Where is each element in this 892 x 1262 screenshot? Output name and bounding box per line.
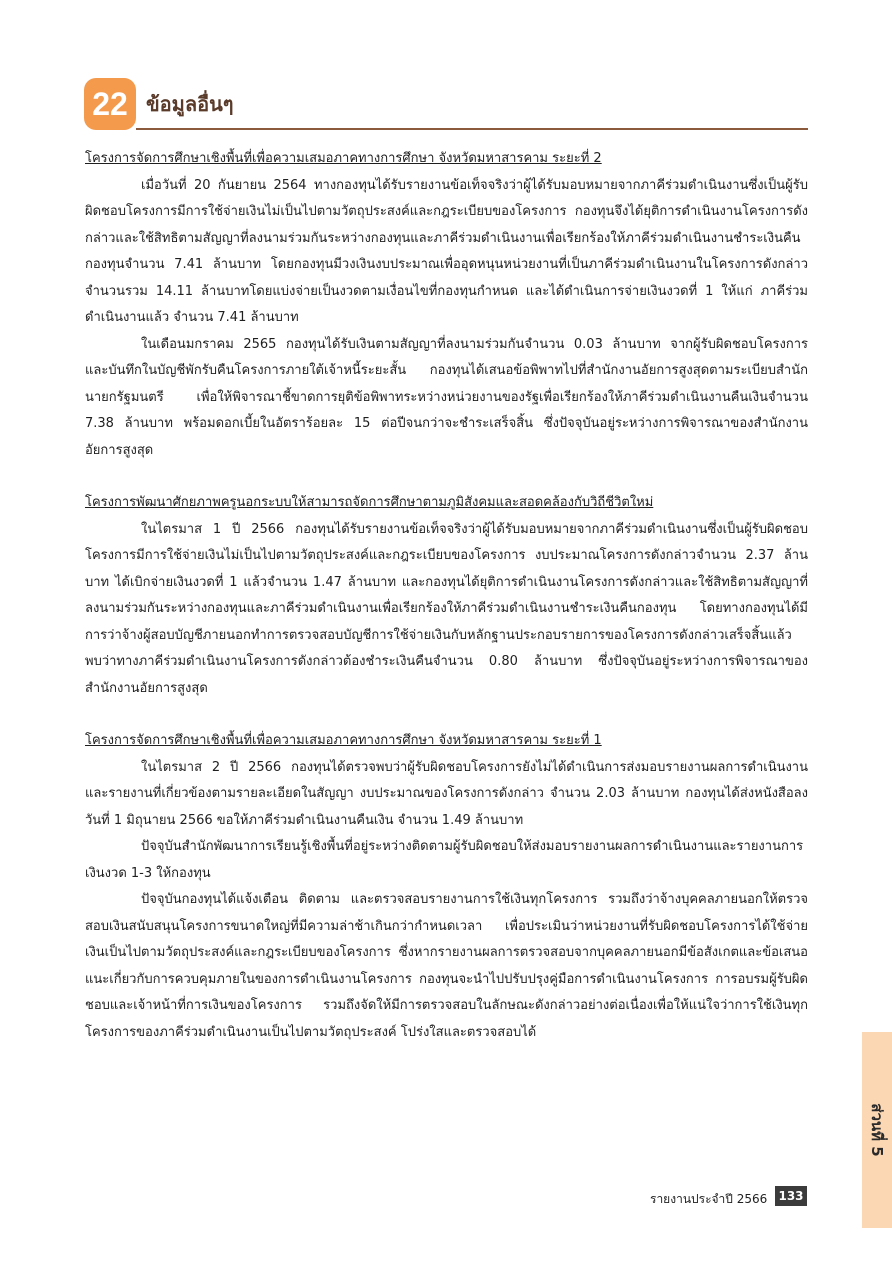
part-label: ส่วนที่ 5 (868, 1103, 886, 1157)
paragraph: ในเดือนมกราคม 2565 กองทุนได้รับเงินตามสัญญาที่ลงนามร่วมกันจำนวน 0.03 ล้านบาท จากผู้รับผิดชอบโครงการ และบันทึกในบัญชีพักรับคืนโครงการภายใต้เจ้าหนี้ระยะสั้น กองทุนได้เสนอข้อพิพาทไปที่สำนักงานอัยการสูงสุดตามระเบียบสำนักนายกรัฐมนตรี เพื่อให้พิจารณาชี้ขาดการยุติข้อพิพาทระหว่างหน่วยงานของรัฐเพื่อเรียกร้องให้ภาคีร่วมดำเนินงานคืนเงินจำนวน 7.38 ล้านบาท พร้อมดอกเบี้ยในอัตราร้อยละ 15 ต่อปีจนกว่าจะชำระเสร็จสิ้น ซึ่งปัจจุบันอยู่ระหว่างการพิจารณาของสำนักงานอัยการสูงสุด (85, 336, 808, 458)
section-teacher-development (85, 490, 808, 702)
section-heading: โครงการจัดการศึกษาเชิงพื้นที่เพื่อความเสมอภาคทางการศึกษา จังหวัดมหาสารคาม ระยะที่ 2 (85, 151, 602, 166)
document-body (85, 146, 808, 1072)
footer-report-title: รายงานประจำปี 2566 (650, 1192, 768, 1206)
section-heading: โครงการพัฒนาศักยภาพครูนอกระบบให้สามารถจัดการศึกษาตามภูมิสังคมและสอดคล้องกับวิถีชีวิตใหม่ (85, 495, 654, 510)
paragraph: ในไตรมาส 2 ปี 2566 กองทุนได้ตรวจพบว่าผู้รับผิดชอบโครงการยังไม่ได้ดำเนินการส่งมอบรายงานผลการดำเนินงานและรายงานที่เกี่ยวข้องตามรายละเอียดในสัญญา งบประมาณของโครงการดังกล่าว จำนวน 2.03 ล้านบาท กองทุนได้ส่งหนังสือลงวันที่ 1 มิถุนายน 2566 ขอให้ภาคีร่วมดำเนินงานคืนเงิน จำนวน 1.49 ล้านบาท (85, 759, 808, 828)
section-mahasarakham-phase-1 (85, 728, 808, 1046)
paragraph: ในไตรมาส 1 ปี 2566 กองทุนได้รับรายงานข้อเท็จจริงว่าผู้ได้รับมอบหมายจากภาคีร่วมดำเนินงานซึ่งเป็นผู้รับผิดชอบโครงการมีการใช้จ่ายเงินไม่เป็นไปตามวัตถุประสงค์และกฎระเบียบของโครงการ งบประมาณโครงการดังกล่าวจำนวน 2.37 ล้านบาท ได้เบิกจ่ายเงินงวดที่ 1 แล้วจำนวน 1.47 ล้านบาท และกองทุนได้ยุติการดำเนินงานโครงการดังกล่าวและใช้สิทธิตามสัญญาที่ลงนามร่วมกันระหว่างกองทุนและภาคีร่วมดำเนินงานเพื่อเรียกร้องให้ภาคีร่วมดำเนินงานชำระเงินคืนกองทุน โดยทางกองทุนได้มีการว่าจ้างผู้สอบบัญชีภายนอกทำการตรวจสอบบัญชีการใช้จ่ายเงินกับหลักฐานประกอบรายการของโครงการดังกล่าวเสร็จสิ้นแล้ว พบว่าทางภาคีร่วมดำเนินงานโครงการดังกล่าวต้องชำระเงินคืนจำนวน 0.80 ล้านบาท ซึ่งปัจจุบันอยู่ระหว่างการพิจารณาของสำนักงานอัยการสูงสุด (85, 521, 808, 696)
part-side-tab (862, 1032, 892, 1228)
chapter-number-badge: 22 (84, 78, 136, 130)
paragraph: ปัจจุบันสำนักพัฒนาการเรียนรู้เชิงพื้นที่อยู่ระหว่างติดตามผู้รับผิดชอบให้ส่งมอบรายงานผลการดำเนินงานและรายงานการเงินงวด 1-3 ให้กองทุน (85, 839, 804, 881)
paragraph: เมื่อวันที่ 20 กันยายน 2564 ทางกองทุนได้รับรายงานข้อเท็จจริงว่าผู้ได้รับมอบหมายจากภาคีร่วมดำเนินงานซึ่งเป็นผู้รับผิดชอบโครงการมีการใช้จ่ายเงินไม่เป็นไปตามวัตถุประสงค์และกฎระเบียบของโครงการ กองทุนจึงได้ยุติการดำเนินงานโครงการดังกล่าวและใช้สิทธิตามสัญญาที่ลงนามร่วมกันระหว่างกองทุนและภาคีร่วมดำเนินงานเพื่อเรียกร้องให้ภาคีร่วมดำเนินงานชำระเงินคืนกองทุนจำนวน 7.41 ล้านบาท โดยกองทุนมีวงเงินงบประมาณเพื่ออุดหนุนหน่วยงานที่เป็นภาคีร่วมดำเนินงานในโครงการดังกล่าว จำนวนรวม 14.11 ล้านบาทโดยแบ่งจ่ายเป็นงวดตามเงื่อนไขที่กองทุนกำหนด และได้ดำเนินการจ่ายเงินงวดที่ 1 ให้แก่ ภาคีร่วมดำเนินงานแล้ว จำนวน 7.41 ล้านบาท (85, 177, 808, 325)
chapter-title: ข้อมูลอื่นๆ (146, 92, 234, 116)
section-mahasarakham-phase-2 (85, 146, 808, 464)
header-divider (136, 128, 808, 130)
paragraph: ปัจจุบันกองทุนได้แจ้งเตือน ติดตาม และตรวจสอบรายงานการใช้เงินทุกโครงการ รวมถึงว่าจ้างบุคคลภายนอกให้ตรวจสอบเงินสนับสนุนโครงการขนาดใหญ่ที่มีความล่าช้าเกินกว่ากำหนดเวลา เพื่อประเมินว่าหน่วยงานที่รับผิดชอบโครงการได้ใช้จ่ายเงินเป็นไปตามวัตถุประสงค์และกฎระเบียบของโครงการ ซึ่งหากรายงานผลการตรวจสอบจากบุคคลภายนอกมีข้อสังเกตและข้อเสนอแนะเกี่ยวกับการควบคุมภายในของการดำเนินงานโครงการ กองทุนจะนำไปปรับปรุงคู่มือการดำเนินงานโครงการ การอบรมผู้รับผิดชอบและเจ้าหน้าที่การเงินของโครงการ รวมถึงจัดให้มีการตรวจสอบในลักษณะดังกล่าวอย่างต่อเนื่องเพื่อให้แน่ใจว่าการใช้เงินทุกโครงการของภาคีร่วมดำเนินงานเป็นไปตามวัตถุประสงค์ โปร่งใสและตรวจสอบได้ (85, 892, 808, 1040)
section-heading: โครงการจัดการศึกษาเชิงพื้นที่เพื่อความเสมอภาคทางการศึกษา จังหวัดมหาสารคาม ระยะที่ 1 (85, 733, 602, 748)
page-number: 133 (775, 1186, 807, 1206)
